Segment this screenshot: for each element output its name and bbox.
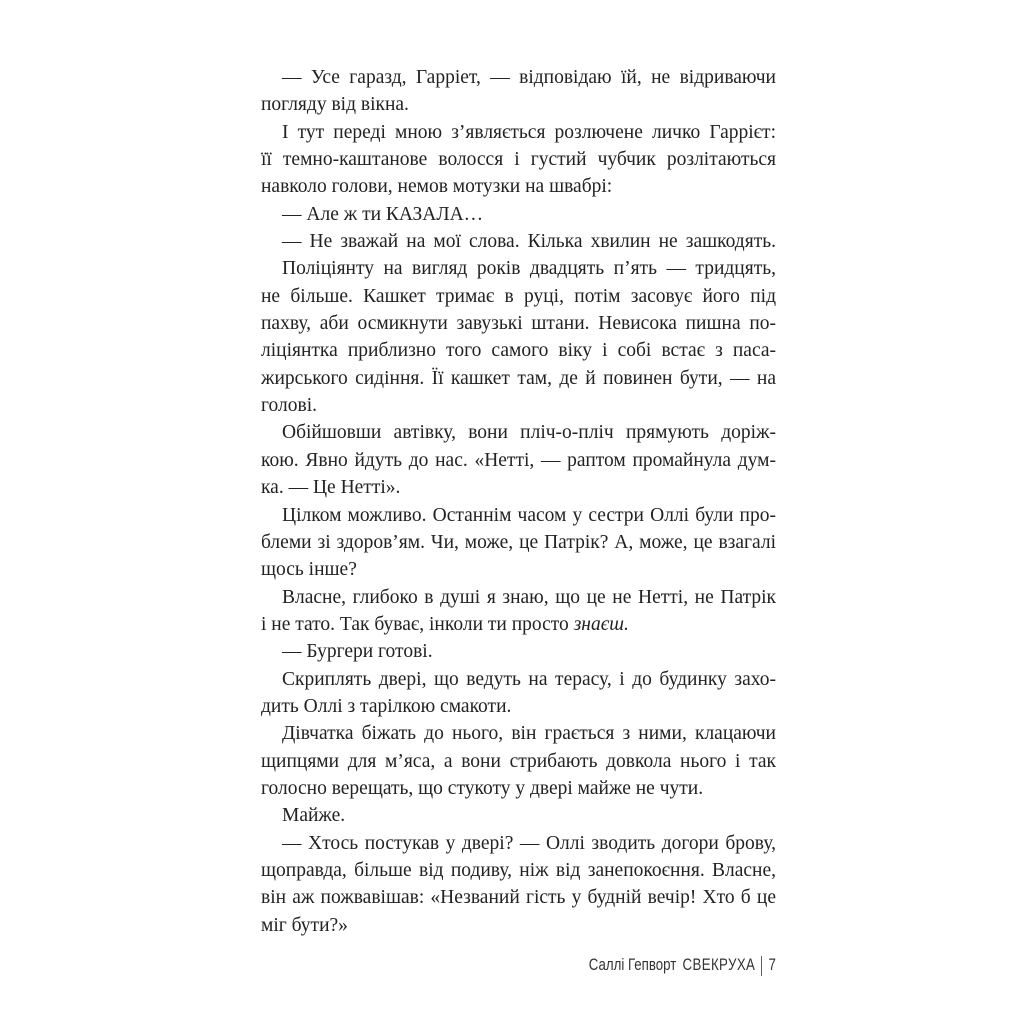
text-line: — Не зважай на мої слова. Кілька хвилин не зашкодять. <box>282 231 776 253</box>
text-line: міг бути?» <box>261 914 348 936</box>
text-line: ліціянтка приблизно того самого віку і собі встає з паса- <box>261 340 776 362</box>
text-line: він аж пожвавішав: «Незваний гість у будній вечір! Хто б це <box>261 887 776 909</box>
text-line: дить Оллі з тарілкою смакоти. <box>261 695 512 717</box>
text-line: Майже. <box>282 805 346 827</box>
text-line: погляду від вікна. <box>261 94 409 116</box>
text-segment: і не тато. Так буває, інколи ти просто <box>261 613 574 635</box>
running-footer <box>589 955 776 976</box>
text-line: І тут переді мною з’являється розлючене личко Гаррієт: <box>282 121 776 143</box>
text-line: — Усе гаразд, Гарріет, — відповідаю їй, не відриваючи <box>282 67 776 88</box>
text-line: щоправда, більше від подиву, ніж від занепокоєння. Власне, <box>261 859 776 881</box>
text-line: — Але ж ти КАЗАЛА… <box>282 203 484 225</box>
text-line: голосно верещать, що стукоту у двері майже не чути. <box>261 777 704 799</box>
text-line: Дівчатка біжать до нього, він грається з ними, клацаючи <box>282 723 776 745</box>
text-line <box>261 611 776 638</box>
text-line: голові. <box>261 395 317 417</box>
text-line: не більше. Кашкет тримає в руці, потім засовує його під <box>261 285 776 307</box>
text-line: жирського сидіння. Її кашкет там, де й повинен бути, — на <box>261 367 776 389</box>
text-line: пахву, аби осмикнути завузькі штани. Невисока пишна по- <box>261 313 776 335</box>
italic-word: знаєш. <box>573 613 629 635</box>
book-page-text <box>261 64 776 939</box>
text-line: кою. Явно йдуть до нас. «Нетті, — раптом промайнула дум- <box>261 449 776 471</box>
footer-divider <box>762 956 763 976</box>
text-line: ка. — Це Нетті». <box>261 477 401 499</box>
text-line: — Бургери готові. <box>282 641 433 663</box>
text-line: Власне, глибоко в душі я знаю, що це не Нетті, не Патрік <box>282 586 776 608</box>
text-line: навколо голови, немов мотузки на швабрі: <box>261 176 613 198</box>
page-number: 7 <box>768 955 776 974</box>
text-line: Обійшовши автівку, вони пліч-о-пліч прямують доріж- <box>282 422 776 444</box>
text-line: Поліціянту на вигляд років двадцять п’ять — тридцять, <box>282 258 776 280</box>
footer-author: Саллі Гепворт <box>588 955 677 974</box>
footer-book-title: СВЕКРУХА <box>682 955 756 974</box>
text-line: щипцями для м’яса, а вони стрибають довкола нього і так <box>261 750 776 772</box>
text-line: Скриплять двері, що ведуть на терасу, і до будинку захо- <box>282 668 776 690</box>
text-line: блеми зі здоров’ям. Чи, може, це Патрік? А, може, це взагалі <box>261 531 776 553</box>
text-line: Цілком можливо. Останнім часом у сестри Оллі були про- <box>282 504 776 526</box>
text-line: щось інше? <box>261 559 357 581</box>
text-line: її темно-каштанове волосся і густий чубчик розлітаються <box>261 149 776 171</box>
text-line: — Хтось постукав у двері? — Оллі зводить догори брову, <box>282 832 776 854</box>
